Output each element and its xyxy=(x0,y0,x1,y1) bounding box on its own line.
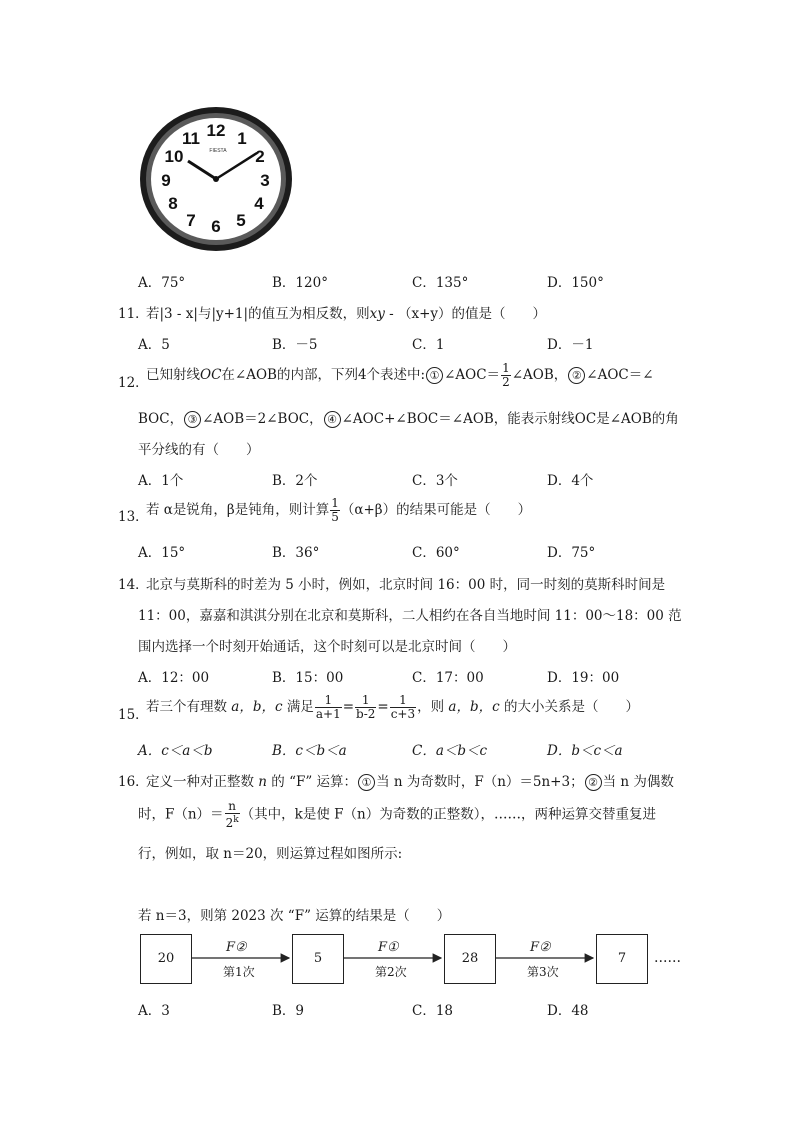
q14-line-2: 11：00，嘉嘉和淇淇分别在北京和莫斯科，二人相约在各自当地时间 11：00～18：00 范 xyxy=(138,608,682,624)
q15-stem: 若三个有理数 a，b，c 满足 $\frac{1}{a+1}$ = $\frac{1}{b-2}$ = $\frac{1}{c+3}$ ，则 a，b，c 的大小关系是（ ） xyxy=(146,693,639,721)
clock-number-8: 8 xyxy=(168,194,178,213)
flow-box-2: 5 xyxy=(292,934,344,984)
flow-box-3: 28 xyxy=(444,934,496,984)
q16-option-a: A．3 xyxy=(138,1003,170,1019)
circled-3-icon: ③ xyxy=(184,411,201,428)
clock-number-4: 4 xyxy=(254,194,264,213)
circled-2-icon: ② xyxy=(568,367,585,384)
q10-option-b: B．120° xyxy=(272,275,328,291)
flow-box-1: 20 xyxy=(140,934,192,984)
q13-stem: 若 α是锐角，β是钝角，则计算 $\frac{1}{5}$ （α+β）的结果可能是（ ） xyxy=(146,496,532,524)
clock-number-5: 5 xyxy=(236,211,246,230)
q16-option-b: B．9 xyxy=(272,1003,305,1019)
q10-option-d: D．150° xyxy=(547,275,604,291)
q10-option-a: A．75° xyxy=(138,275,186,291)
clock-number-6: 6 xyxy=(211,217,221,236)
q15-option-b: B．c＜b＜a xyxy=(272,743,347,759)
q14-option-d: D．19：00 xyxy=(547,670,620,686)
flow-ellipsis: …… xyxy=(654,950,681,966)
q12-option-a: A．1个 xyxy=(138,473,184,489)
q12-line-3: 平分线的有（ ） xyxy=(138,442,260,458)
q11-option-d: D．－1 xyxy=(547,337,594,353)
flow-step-2: 第2次 xyxy=(375,965,407,979)
q16-option-d: D．48 xyxy=(547,1003,589,1019)
q11-option-c: C．1 xyxy=(412,337,445,353)
clock-number-12: 12 xyxy=(206,121,226,140)
q16-number: 16． xyxy=(118,774,149,790)
q10-option-c: C．135° xyxy=(412,275,469,291)
flow-op-1: F② xyxy=(226,940,247,955)
clock-number-10: 10 xyxy=(164,147,184,166)
q12-line-2: BOC， ③ ∠AOB＝2∠BOC， ④ ∠AOC+∠BOC＝∠AOB，能表示射线OC是∠AOB的角 xyxy=(138,411,679,427)
q13-option-a: A．15° xyxy=(138,545,186,561)
q11-option-a: A．5 xyxy=(138,337,170,353)
q15-option-a: A．c＜a＜b xyxy=(138,743,213,759)
q16-line-3: 行，例如，取 n＝20，则运算过程如图所示: xyxy=(138,846,403,862)
q12-number: 12． xyxy=(118,375,149,391)
q11-stem: 若|3 - x|与|y+1|的值互为相反数，则xy - （x+y）的值是（ ） xyxy=(146,306,547,322)
flow-box-4: 7 xyxy=(596,934,648,984)
q15-option-c: C．a＜b＜c xyxy=(412,743,488,759)
clock-number-1: 1 xyxy=(237,129,247,148)
q14-line-3: 围内选择一个时刻开始通话，这个时刻可以是北京时间（ ） xyxy=(138,639,516,655)
q11-number: 11． xyxy=(118,306,149,322)
flow-op-3: F② xyxy=(530,940,551,955)
circled-1-icon: ① xyxy=(358,774,375,791)
circled-2-icon: ② xyxy=(585,774,602,791)
q16-line-1: 定义一种对正整数 n 的 “F” 运算： ① 当 n 为奇数时，F（n）＝5n+3； ② 当 n 为偶数 xyxy=(146,774,674,790)
q13-option-b: B．36° xyxy=(272,545,320,561)
clock-number-9: 9 xyxy=(161,171,171,190)
q13-number: 13． xyxy=(118,509,149,525)
clock-brand: FIESTA xyxy=(209,148,227,154)
circled-4-icon: ④ xyxy=(324,411,341,428)
clock-number-7: 7 xyxy=(186,211,196,230)
q14-option-c: C．17：00 xyxy=(412,670,484,686)
flow-op-2: F① xyxy=(378,940,399,955)
q16-line-2: 时，F（n）＝ $\frac{n}{2^k}$ （其中，k是使 F（n）为奇数的正整数），……，两种运算交替重复进 xyxy=(138,799,656,830)
q16-option-c: C．18 xyxy=(412,1003,454,1019)
clock-number-11: 11 xyxy=(182,129,200,148)
q12-line-1: 已知射线OC在∠AOB的内部，下列4个表述中: ① ∠AOC＝ $\frac{1}{2}$ ∠AOB， ② ∠AOC＝∠ xyxy=(146,361,654,389)
q15-number: 15． xyxy=(118,707,149,723)
q12-option-d: D．4个 xyxy=(547,473,594,489)
q14-number: 14． xyxy=(118,577,149,593)
q12-option-c: C．3个 xyxy=(412,473,458,489)
q14-option-a: A．12：00 xyxy=(138,670,210,686)
q14-option-b: B．15：00 xyxy=(272,670,344,686)
q16-line-4: 若 n＝3，则第 2023 次 “F” 运算的结果是（ ） xyxy=(138,908,451,924)
flow-step-1: 第1次 xyxy=(223,965,255,979)
q12-option-b: B．2个 xyxy=(272,473,318,489)
q11-option-b: B．－5 xyxy=(272,337,318,353)
q14-line-1: 北京与莫斯科的时差为 5 小时，例如，北京时间 16：00 时，同一时刻的莫斯科时间是 xyxy=(146,577,666,593)
clock-number-2: 2 xyxy=(255,147,265,166)
flow-step-3: 第3次 xyxy=(527,965,559,979)
q13-option-c: C．60° xyxy=(412,545,460,561)
circled-1-icon: ① xyxy=(426,367,443,384)
q15-option-d: D．b＜c＜a xyxy=(547,743,623,759)
q13-option-d: D．75° xyxy=(547,545,596,561)
clock-number-3: 3 xyxy=(260,171,270,190)
